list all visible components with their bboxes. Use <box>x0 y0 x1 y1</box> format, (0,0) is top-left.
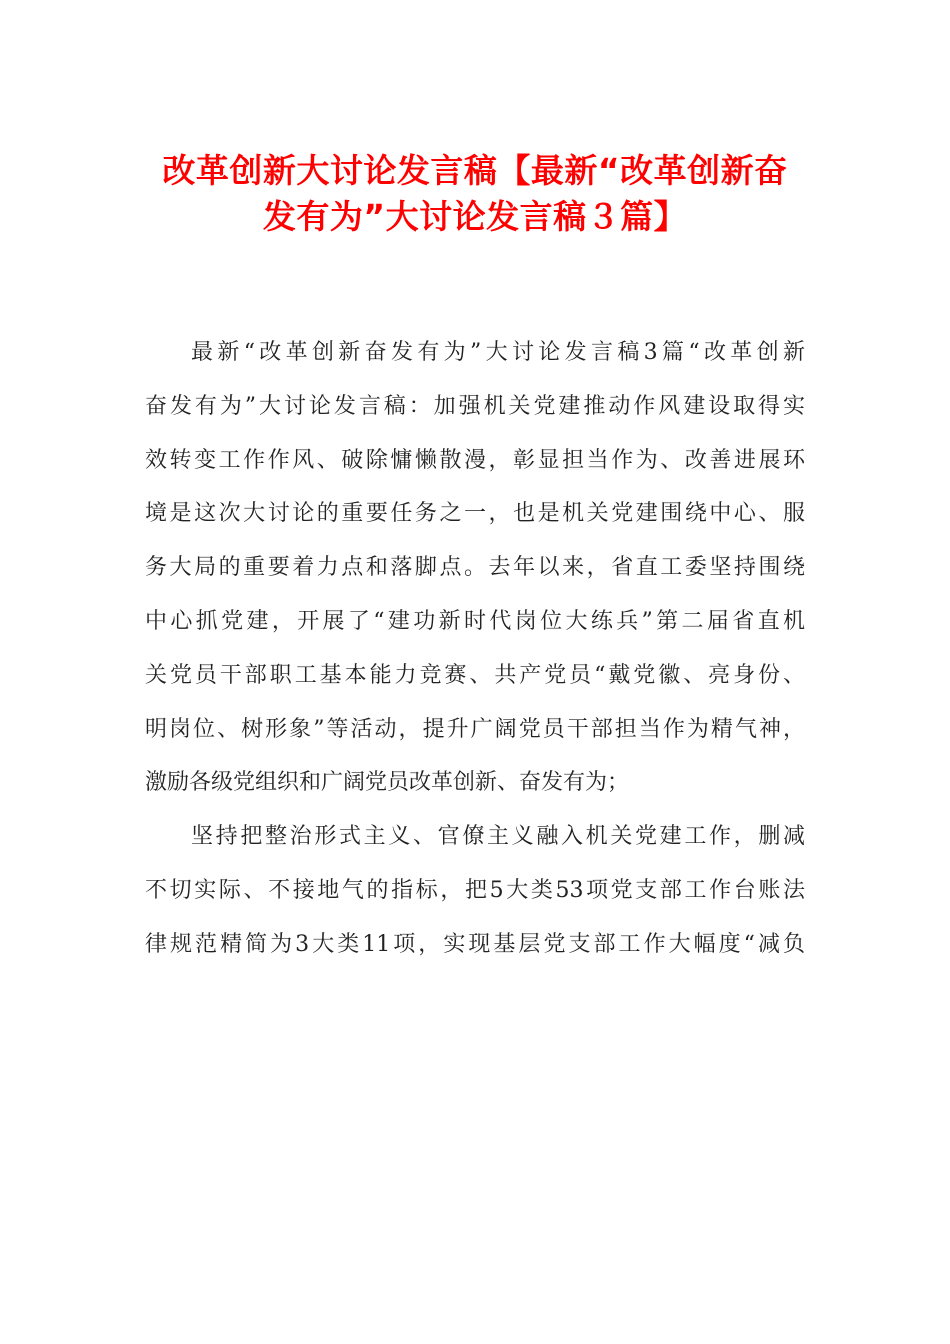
paragraph-1 <box>145 326 805 810</box>
paragraph-1-line-5: 务大局的重要着力点和落脚点。去年以来，省直工委坚持围绕 <box>145 555 805 581</box>
paragraph-1-line-3: 效转变工作作风、破除慵懒散漫，彰显担当作为、改善进展环 <box>145 447 805 473</box>
paragraph-1-line-6: 中心抓党建，开展了“建功新时代岗位大练兵”第二届省直机 <box>145 608 805 634</box>
paragraph-2 <box>145 810 805 971</box>
title-line-2: 发有为”大讨论发言稿３篇】 <box>262 197 688 236</box>
paragraph-1-line-4: 境是这次大讨论的重要任务之一，也是机关党建围绕中心、服 <box>145 501 805 527</box>
paragraph-1-line-1: 最新“改革创新奋发有为”大讨论发言稿3篇“改革创新 <box>191 340 805 365</box>
document-title <box>110 148 840 240</box>
paragraph-1-line-7: 关党员干部职工基本能力竞赛、共产党员“戴党徽、亮身份、 <box>145 662 805 688</box>
paragraph-2-line-2: 不切实际、不接地气的指标，把5大类53项党支部工作台账法 <box>145 877 805 903</box>
paragraph-1-line-8: 明岗位、树形象”等活动，提升广阔党员干部担当作为精气神， <box>145 716 805 742</box>
document-body <box>145 326 805 972</box>
paragraph-1-line-2: 奋发有为”大讨论发言稿：加强机关党建推动作风建设取得实 <box>145 393 805 419</box>
paragraph-2-line-3: 律规范精简为3大类11项，实现基层党支部工作大幅度“减负 <box>145 931 805 957</box>
paragraph-2-line-1: 坚持把整治形式主义、官僚主义融入机关党建工作，删减 <box>191 824 805 850</box>
paragraph-1-line-9: 激励各级党组织和广阔党员改革创新、奋发有为； <box>145 770 630 796</box>
title-line-1: 改革创新大讨论发言稿【最新“改革创新奋 <box>162 151 788 190</box>
